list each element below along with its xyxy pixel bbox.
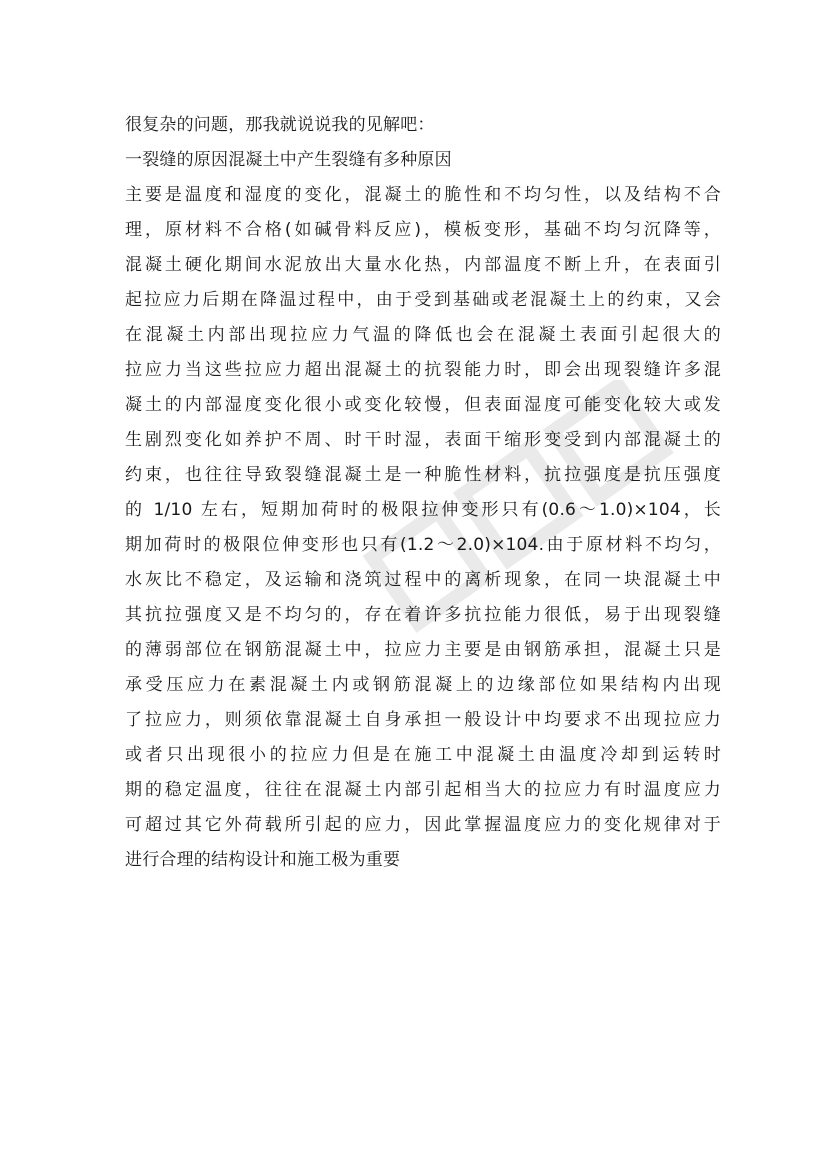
body-line: 混凝土硬化期间水泥放出大量水化热，内部温度不断上升，在表面引 xyxy=(125,255,721,275)
body-line: 了拉应力，则须依靠混凝土自身承担一般设计中均要求不出现拉应力 xyxy=(125,710,721,730)
body-line: 或者只出现很小的拉应力但是在施工中混凝土由温度冷却到运转时 xyxy=(125,745,721,765)
body-line: 期的稳定温度，往往在混凝土内部引起相当大的拉应力有时温度应力 xyxy=(125,780,721,800)
body-line: 其抗拉强度又是不均匀的，存在着许多抗拉能力很低，易于出现裂缝 xyxy=(125,605,721,625)
body-line: 在混凝土内部出现拉应力气温的降低也会在混凝土表面引起很大的 xyxy=(125,325,721,345)
body-line-last: 进行合理的结构设计和施工极为重要 xyxy=(125,850,401,870)
body-line: 的薄弱部位在钢筋混凝土中，拉应力主要是由钢筋承担，混凝土只是 xyxy=(125,640,721,660)
body-line: 可超过其它外荷载所引起的应力，因此掌握温度应力的变化规律对于 xyxy=(125,815,721,835)
intro-line: 很复杂的问题，那我就说说我的见解吧： xyxy=(125,115,435,135)
body-line: 主要是温度和湿度的变化，混凝土的脆性和不均匀性，以及结构不合 xyxy=(125,185,721,205)
body-line: 期加荷时的极限位伸变形也只有(1.2～2.0)×104.由于原材料不均匀， xyxy=(125,535,721,555)
body-line: 生剧烈变化如养护不周、时干时湿，表面干缩形变受到内部混凝土的 xyxy=(125,430,721,450)
body-line: 起拉应力后期在降温过程中，由于受到基础或老混凝土上的约束，又会 xyxy=(125,290,721,310)
body-line: 凝土的内部湿度变化很小或变化较慢，但表面湿度可能变化较大或发 xyxy=(125,395,721,415)
section-heading: 一裂缝的原因混凝土中产生裂缝有多种原因 xyxy=(125,150,452,170)
body-line: 承受压应力在素混凝土内或钢筋混凝上的边缘部位如果结构内出现 xyxy=(125,675,721,695)
body-line: 的 1/10 左右，短期加荷时的极限拉伸变形只有(0.6～1.0)×104，长 xyxy=(125,500,721,520)
body-line: 水灰比不稳定，及运输和浇筑过程中的离析现象，在同一块混凝土中 xyxy=(125,570,721,590)
body-line: 拉应力当这些拉应力超出混凝土的抗裂能力时，即会出现裂缝许多混 xyxy=(125,360,721,380)
body-line: 约束，也往往导致裂缝混凝土是一种脆性材料，抗拉强度是抗压强度 xyxy=(125,465,721,485)
body-line: 理，原材料不合格(如碱骨料反应)，模板变形，基础不均匀沉降等， xyxy=(125,220,721,240)
document-body xyxy=(125,108,721,878)
